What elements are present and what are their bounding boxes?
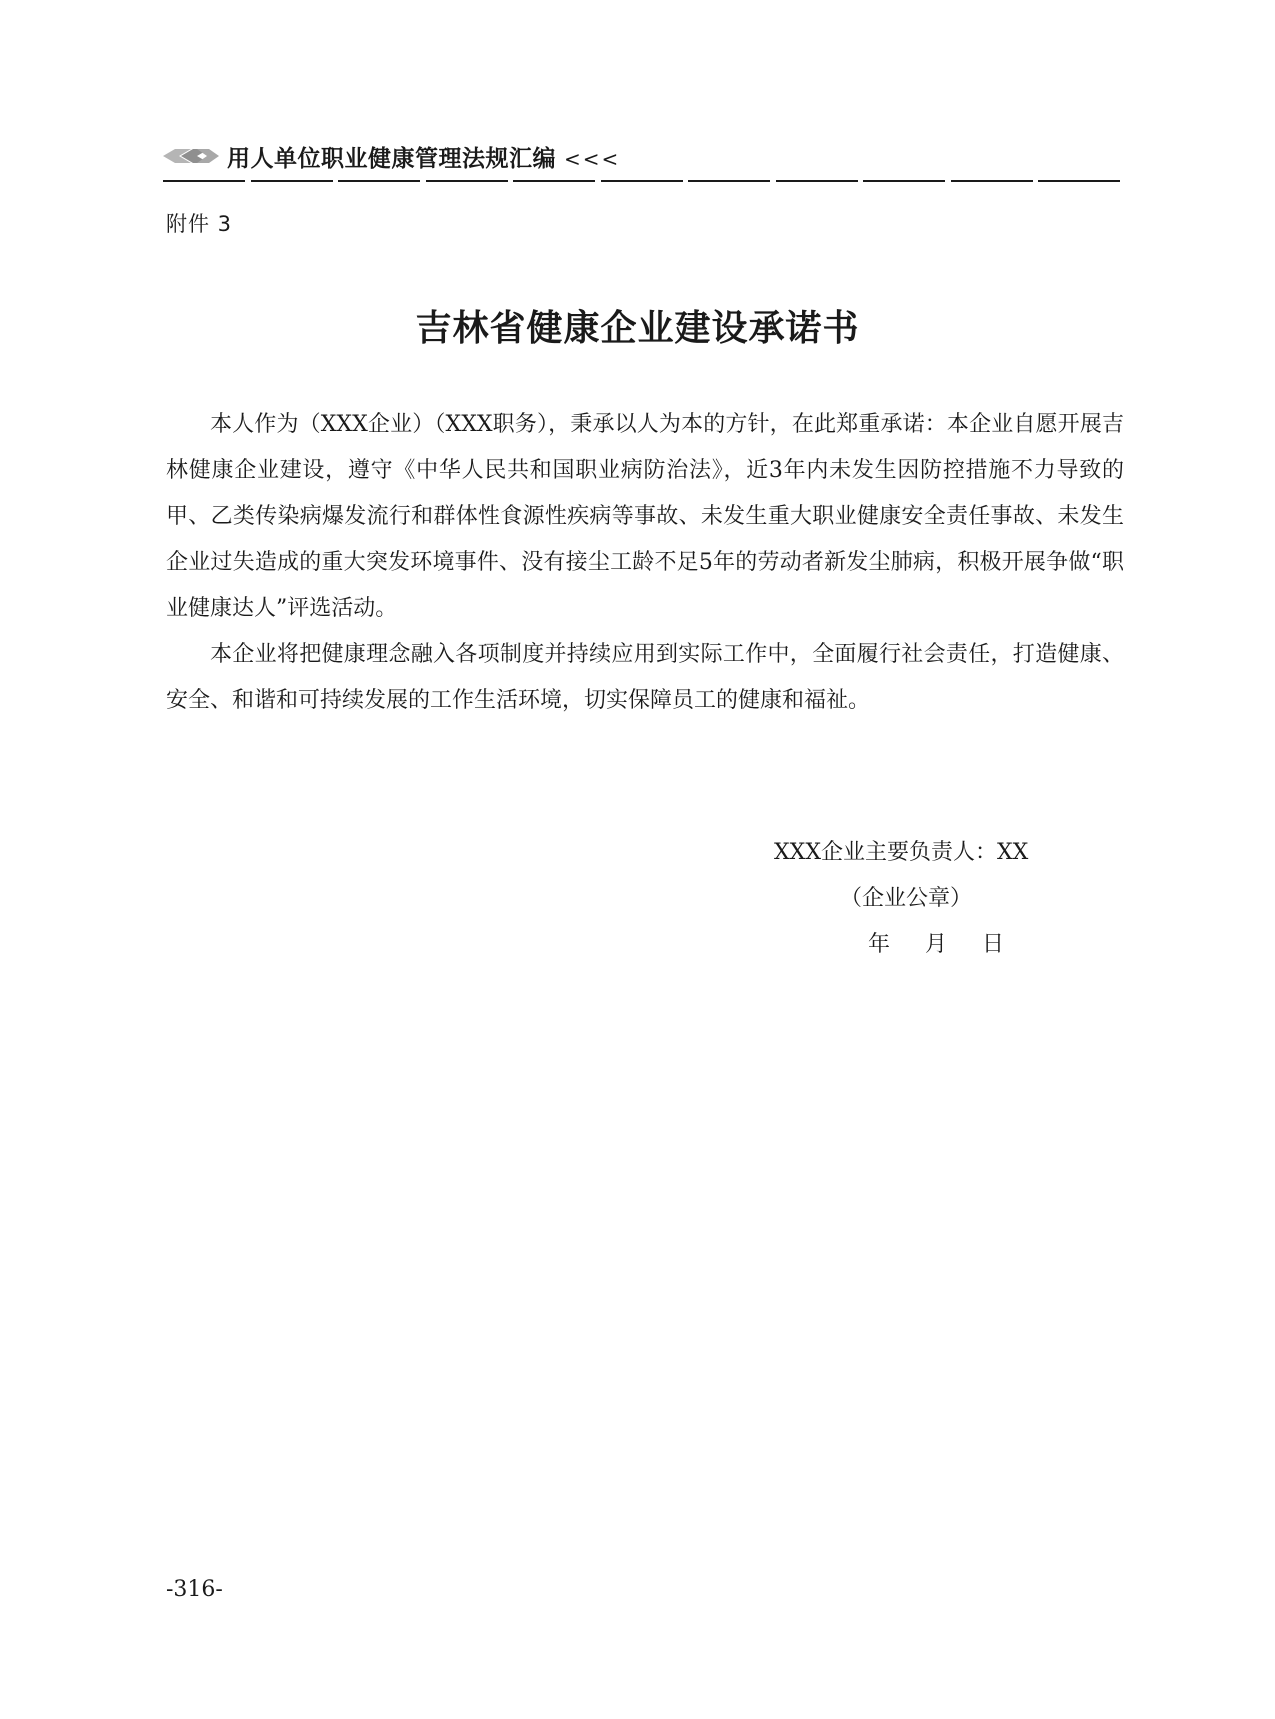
double-diamond-arrow-icon [163,146,219,166]
body-paragraph: 本企业将把健康理念融入各项制度并持续应用到实际工作中，全面履行社会责任，打造健康、安全、和谐和可持续发展的工作生活环境，切实保障员工的健康和福祉。 [166,642,1124,713]
company-seal-line: （企业公章） [840,886,973,911]
book-title [227,140,620,173]
signer-line: XXX企业主要负责人：XX [774,840,1029,865]
attachment-label: 附件 3 [166,212,233,236]
body-paragraph: 本人作为（XXX企业）（XXX职务），秉承以人为本的方针，在此郑重承诺：本企业自愿开展吉林健康企业建设，遵守《中华人民共和国职业病防治法》，近3年内未发生因防控措施不力导致的甲、乙类传染病爆发流行和群体性食源性疾病等事故、未发生重大职业健康安全责任事故、未发生企业过失造成的重大突发环境事件、没有接尘工龄不足5年的劳动者新发尘肺病，积极开展争做“职业健康达人”评选活动。 [166,412,1124,621]
signature-block [700,830,1120,968]
document-body [166,402,1124,724]
header-marks: <<< [564,147,621,171]
header-dashed-rule [163,180,1120,182]
page-number: -316- [166,1577,223,1602]
document-title: 吉林省健康企业建设承诺书 [415,307,860,349]
book-title-text: 用人单位职业健康管理法规汇编 [227,146,556,172]
date-line: 年 月 日 [868,932,1004,957]
running-header [163,140,1120,180]
